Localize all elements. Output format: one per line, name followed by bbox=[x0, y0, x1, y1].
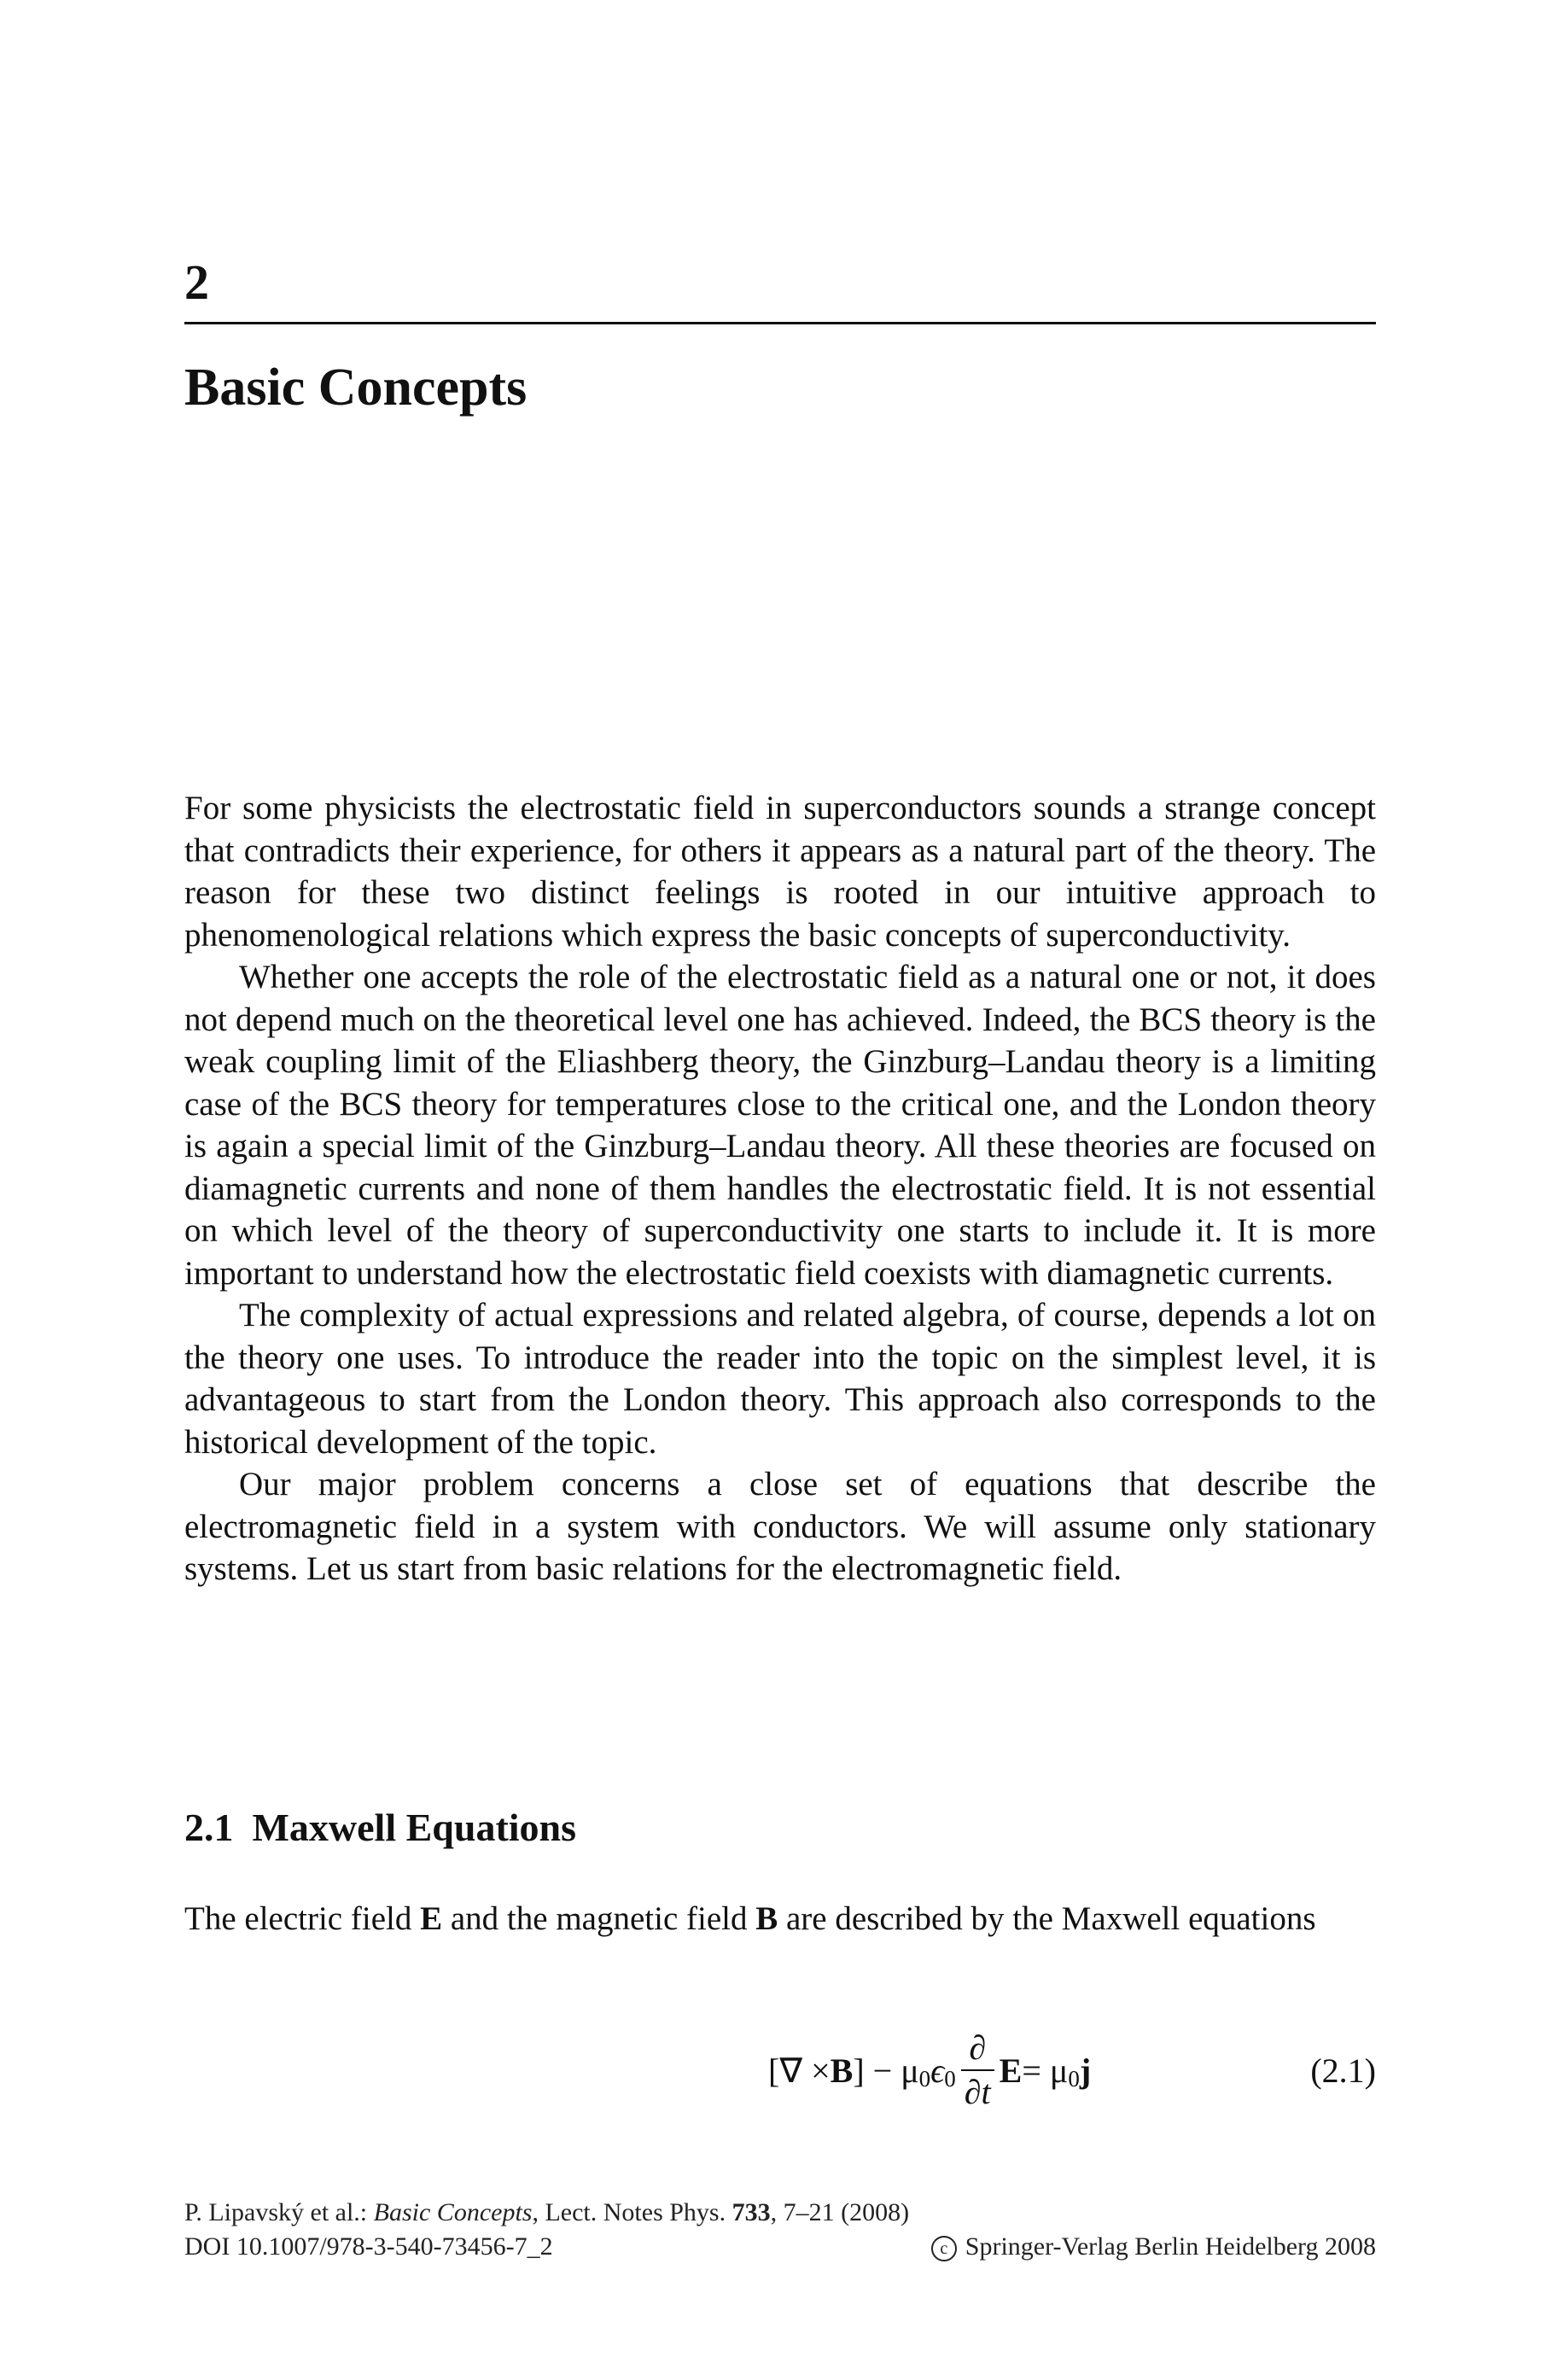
text-segment: and the magnetic field bbox=[442, 1900, 756, 1937]
eq-j: j bbox=[1079, 2051, 1092, 2090]
eq-part: = μ bbox=[1022, 2051, 1069, 2090]
eq-subscript: 0 bbox=[1068, 2065, 1080, 2092]
eq-fraction-bar bbox=[961, 2069, 994, 2071]
equation-number: (2.1) bbox=[1310, 2051, 1376, 2090]
chapter-number: 2 bbox=[184, 254, 209, 310]
footer-copyright bbox=[931, 2230, 1376, 2264]
footer-volume: 733 bbox=[732, 2198, 771, 2226]
paragraph: Whether one accepts the role of the electrostatic field as a natural one or not, it does not depend much on the theoretical level one has achieved. Indeed, the BCS theory is the weak coupling limit of the Eliashberg theory, the Ginzburg–Landau theory is a limiting case of the BCS theory for temperatures close to the critical one, and the London theory is again a special limit of the Ginzburg–Landau theory. All these theories are focused on diamagnetic currents and none of them handles the electrostatic field. It is not essential on which level of the theory of superconductivity one starts to include it. It is more important to understand how the electrostatic field coexists with diamagnetic currents. bbox=[184, 959, 1376, 1292]
paragraph: The complexity of actual expressions and related algebra, of course, depends a lot on the theory one uses. To introduce the reader into the topic on the simplest level, it is advantageous to start from the London theory. This approach also corresponds to the historical development of the topic. bbox=[184, 1297, 1376, 1461]
eq-fraction-numerator: ∂ bbox=[969, 2028, 987, 2067]
eq-subscript: 0 bbox=[918, 2065, 931, 2092]
citation-footer bbox=[184, 2196, 1376, 2264]
section-paragraph bbox=[184, 1898, 1376, 1940]
footer-publisher: Springer-Verlag Berlin Heidelberg 2008 bbox=[965, 2232, 1376, 2261]
footer-doi: DOI 10.1007/978-3-540-73456-7_2 bbox=[184, 2232, 553, 2261]
footer-series: , Lect. Notes Phys. bbox=[532, 2198, 732, 2226]
eq-e: E bbox=[999, 2051, 1023, 2090]
symbol-e: E bbox=[420, 1900, 443, 1937]
intro-text bbox=[184, 787, 1376, 1590]
eq-epsilon: ϵ bbox=[930, 2051, 945, 2090]
eq-part: ] − μ bbox=[853, 2051, 919, 2090]
eq-b: B bbox=[830, 2051, 854, 2090]
eq-part: [∇ × bbox=[768, 2051, 831, 2090]
citation-line bbox=[184, 2196, 1376, 2230]
symbol-b: B bbox=[755, 1900, 778, 1937]
chapter-title: Basic Concepts bbox=[184, 359, 528, 417]
section-heading bbox=[184, 1806, 576, 1850]
eq-subscript: 0 bbox=[944, 2065, 956, 2092]
chapter-divider bbox=[184, 322, 1376, 324]
equation-2-1 bbox=[184, 2015, 1376, 2126]
paragraph: Our major problem concerns a close set of equations that describe the electromagnetic field in a system with conductors. We will assume only stationary systems. Let us start from basic relations for the electromagnetic field. bbox=[184, 1466, 1376, 1587]
section-title: Maxwell Equations bbox=[252, 1806, 577, 1849]
section-number: 2.1 bbox=[184, 1806, 234, 1849]
text-segment: are described by the Maxwell equations bbox=[778, 1900, 1316, 1937]
doi-line bbox=[184, 2230, 1376, 2264]
footer-pages: , 7–21 (2008) bbox=[770, 2198, 910, 2226]
equation-body bbox=[768, 2015, 1091, 2126]
copyright-icon: c bbox=[931, 2236, 957, 2261]
text-segment: The electric field bbox=[184, 1900, 421, 1937]
footer-title: Basic Concepts bbox=[373, 2198, 533, 2226]
eq-fraction bbox=[961, 2029, 994, 2111]
paragraph: For some physicists the electrostatic field in superconductors sounds a strange concept that contradicts their experience, for others it appears as a natural part of the theory. The reason for these two distinct feelings is rooted in our intuitive approach to phenomenological relations which express the basic concepts of superconductivity. bbox=[184, 790, 1376, 954]
eq-fraction-denominator: ∂t bbox=[964, 2073, 991, 2111]
footer-authors: P. Lipavský et al.: bbox=[184, 2198, 374, 2226]
